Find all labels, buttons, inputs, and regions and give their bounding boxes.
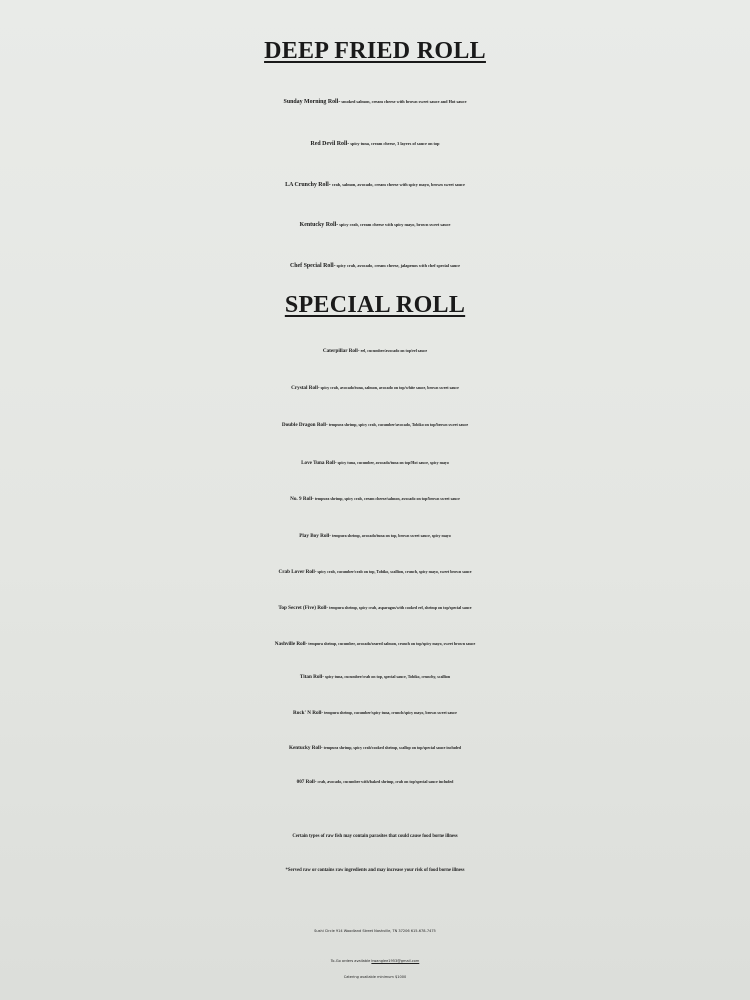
raw-fish-notice: Certain types of raw fish may contain parasites that could cause food borne illness	[292, 834, 458, 839]
menu-item	[0, 252, 750, 271]
item-description: crab, avocado, cucumber with/baked shrimp, crab on top/special sauce included	[316, 779, 454, 784]
item-description: crab, salmon, avocado, cream cheese with spicy mayo, brown sweet sauce	[330, 182, 465, 187]
item-name: Titan Roll-	[299, 674, 325, 680]
menu-item	[0, 768, 750, 787]
item-name: Rock' N Roll-	[293, 710, 324, 716]
menu-item	[0, 211, 750, 230]
item-name: Love Tuna Roll-	[301, 460, 337, 466]
item-name: Top Secret (Five) Roll-	[278, 605, 329, 611]
item-description: spicy crab, avocado, cream cheese, jalapenos with chef special sauce	[335, 263, 461, 268]
menu-item	[0, 337, 750, 356]
menu-item	[0, 130, 750, 149]
item-description: spicy tuna, cucumber, avocado/tuna on top/Hot sauce, spicy mayo	[336, 460, 449, 465]
restaurant-address: Sushi Circle 914 Woodland Street Nashville, TN 37206 615-678-7475	[314, 929, 436, 933]
item-name: Red Devil Roll-	[310, 141, 350, 147]
menu-item	[0, 485, 750, 504]
menu-item	[0, 630, 750, 649]
item-name: Crystal Roll-	[291, 385, 320, 391]
item-name: No. 9 Roll-	[290, 496, 314, 502]
item-description: tempura shrimp, spicy crab, asparagus/with cooked eel, shrimp on top/special sauce	[328, 605, 472, 610]
menu-item	[0, 374, 750, 393]
catering-line: Catering available minimum $1000	[343, 975, 407, 979]
item-description: spicy tuna, cream cheese, 3 layers of sauce on top	[349, 141, 440, 146]
item-name: 007 Roll-	[296, 779, 317, 785]
item-name: Crab Lover Roll-	[278, 569, 317, 575]
menu-item	[0, 411, 750, 430]
item-description: spicy tuna, cucumber/crab on top, special sauce, Tobiko, crunchy, scallion	[324, 674, 451, 679]
item-description: spicy crab, cream cheese with spicy mayo, brown sweet sauce	[338, 222, 451, 227]
raw-ingredients-notice: *Served raw or contains raw ingredients and may increase your risk of food borne illness	[285, 868, 465, 873]
special-heading: SPECIAL ROLL	[284, 292, 466, 318]
email-address: kwanglee1953@gmail.com	[371, 959, 420, 963]
item-name: Sunday Morning Roll-	[283, 99, 341, 105]
item-description: tempura shrimp, cucumber/spicy tuna, crunch/spicy mayo, brown sweet sauce	[323, 710, 457, 715]
item-description: tempura shrimp, spicy crab/cooked shrimp, scallop on top/special sauce included	[322, 745, 462, 750]
menu-item	[0, 558, 750, 577]
item-description: spicy crab, cucumber/crab on top, Tobiko, scallion, crunch, spicy mayo, sweet brown sauce	[316, 569, 472, 574]
item-name: Play Boy Roll-	[299, 533, 331, 539]
menu-item	[0, 734, 750, 753]
menu-item	[0, 594, 750, 613]
item-description: smoked salmon, cream cheese with brown sweet sauce and Hot sauce	[340, 99, 467, 104]
item-name: Kentucky Roll-	[288, 745, 323, 751]
item-description: tempura shrimp, cucumber, avocado/seared salmon, crunch on top/spicy mayo, sweet brown sauce	[307, 641, 476, 646]
item-name: Kentucky Roll-	[299, 222, 339, 228]
item-description: tempura shrimp, spicy crab, cream cheese/salmon, avocado on top/brown sweet sauce	[313, 496, 460, 501]
item-description: tempura shrimp, avocado/tuna on top, brown sweet sauce, spicy mayo	[331, 533, 451, 538]
menu-item	[0, 522, 750, 541]
menu-item	[0, 449, 750, 468]
menu-item	[0, 171, 750, 190]
menu-item	[0, 663, 750, 682]
item-description: tempura shrimp, spicy crab, cucumber/avocado, Tobiko on top/brown sweet sauce	[327, 422, 469, 427]
item-name: Chef Special Roll-	[289, 263, 336, 269]
togo-line	[0, 951, 750, 965]
menu-item	[0, 699, 750, 718]
item-description: spicy crab, avocado/tuna, salmon, avocado on top/white sauce, brown sweet sauce	[319, 385, 459, 390]
togo-label: To-Go orders available	[330, 959, 372, 963]
item-name: LA Crunchy Roll-	[285, 182, 331, 188]
item-name: Double Dragon Roll-	[281, 422, 328, 428]
menu-item	[0, 88, 750, 107]
item-description: eel, cucumber/avocado on top/eel sauce	[359, 348, 428, 353]
item-name: Caterpillar Roll-	[322, 348, 360, 354]
item-name: Nashville Roll-	[274, 641, 308, 647]
deep-fried-heading: DEEP FRIED ROLL	[264, 38, 486, 64]
